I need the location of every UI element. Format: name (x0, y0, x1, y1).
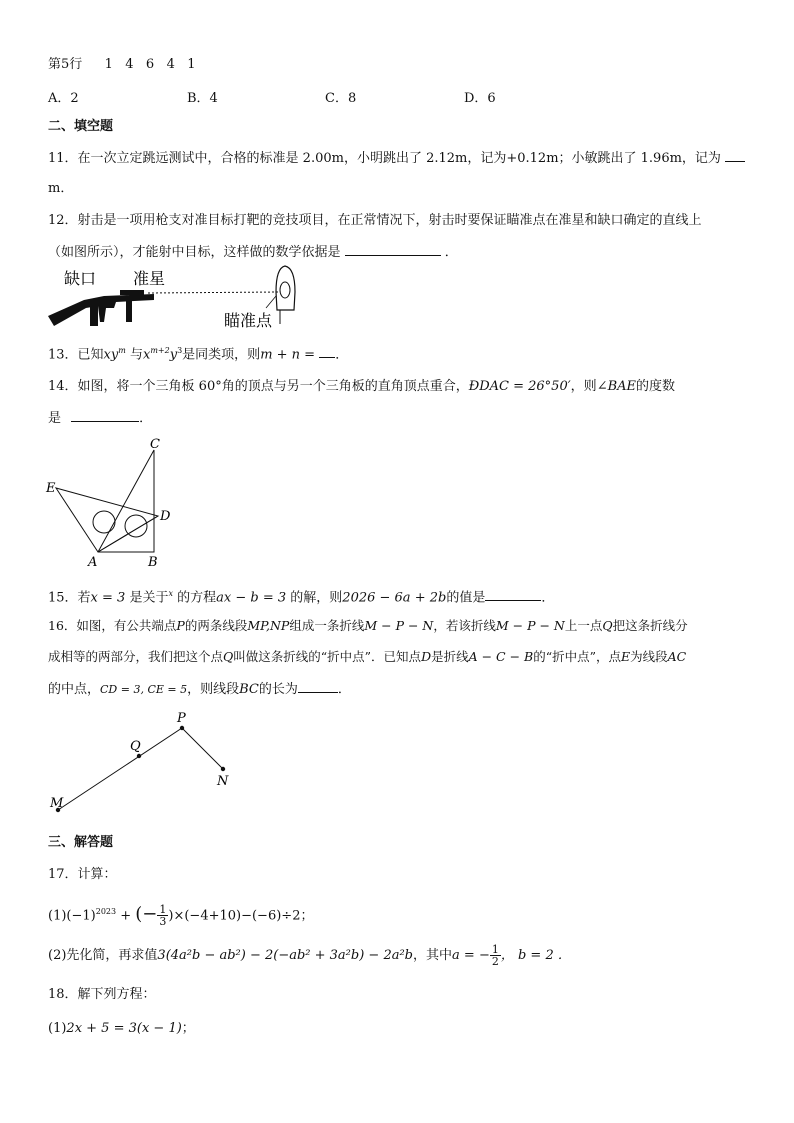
q15-pre: 15．若 (48, 590, 91, 606)
q15-expr: 2026 − 6a + 2b (342, 590, 447, 606)
q16-l3c: 的长为 (258, 682, 298, 697)
triangle-abc (98, 450, 154, 552)
q14-text: 14．如图，将一个三角板 60°角的顶点与另一个三角板的直角顶点重合， (48, 379, 469, 394)
option-d: D．6 (464, 91, 496, 106)
q17-p2-pre: (2)先化简，再求值 (48, 948, 158, 963)
triangle-figure (40, 436, 190, 574)
q13-term1-exp: m (118, 346, 126, 355)
q16-ac: AC (667, 649, 687, 664)
polyline-figure (40, 706, 250, 818)
q17-p2-fraction (490, 944, 501, 967)
q17-p1-base: (−1) (66, 908, 96, 924)
q15-blank (485, 588, 541, 601)
q12-line1: 12．射击是一项用枪支对准目标打靶的竞技项目，在正常情况下，射击时要保证瞄准点在准星和缺口确定的直线上 (48, 213, 702, 228)
q17-p1-rest: )×(−4+10)−(−6)÷2； (168, 908, 314, 924)
ruler-hole-1 (93, 511, 115, 533)
q16-q2: Q (223, 649, 234, 664)
q15-var: x (168, 589, 173, 598)
q16-q: Q (602, 618, 613, 633)
q17-title: 17．计算： (48, 867, 117, 882)
row5-numbers: 1 4 6 4 1 (104, 57, 196, 72)
q13-term2b: y (169, 347, 178, 363)
q16-blank (298, 680, 338, 693)
aim-point-label: 瞄准点 (224, 311, 273, 330)
label-p: P (177, 711, 186, 726)
q15-mid2: 的方程 (177, 590, 217, 606)
q15-line (48, 585, 554, 607)
q16-l3a: 的中点， (48, 682, 101, 697)
q16-l2c: 是折线 (431, 649, 469, 664)
section-3-heading: 三、解答题 (48, 835, 114, 850)
label-m: M (50, 796, 64, 811)
point-q (137, 754, 141, 758)
q17-p2-b: ， b = 2 ． (500, 948, 571, 963)
q11-blank (725, 149, 745, 162)
rifle-grip (90, 302, 98, 326)
q16-l1c: 组成一条折线 (289, 618, 365, 633)
q16-l1f: 把这条折线分 (612, 618, 688, 633)
option-a: A．2 (48, 91, 79, 106)
q14-line2-text: 是 (48, 411, 62, 426)
q13-term2-exp: m+2 (150, 346, 170, 355)
point-n (221, 767, 225, 771)
q11-line1 (48, 149, 745, 168)
section-2-heading: 二、填空题 (48, 119, 114, 134)
q16-l3b: ，则线段 (187, 682, 240, 697)
rifle-icon (48, 294, 154, 326)
q11-text: 11．在一次立定跳远测试中，合格的标准是 2.00m，小明跳出了 2.12m，记为+0.12m；小敏跳出了 1.96m，记为 (48, 151, 721, 166)
q16-p: P (176, 618, 185, 633)
q15-mid1: 是关于 (129, 590, 169, 606)
notch-label: 缺口 (64, 269, 97, 288)
q16-poly2: M − P − N (495, 618, 565, 633)
q14-line2 (48, 409, 152, 428)
label-q: Q (130, 739, 141, 754)
q16-line2 (48, 648, 686, 666)
q16-l1d: ，若该折线 (433, 618, 496, 633)
q13-mid: 与 (129, 347, 143, 363)
q17-p2-a: a = − (452, 948, 490, 963)
q17-p1-num: 1 (159, 903, 167, 917)
q13-pre: 13．已知 (48, 347, 104, 363)
q17-p1-lparen: (− (135, 903, 158, 925)
option-b: B．4 (187, 91, 218, 106)
q16-l1b: 的两条线段 (184, 618, 248, 633)
q16-given: CD = 3, CE = 5 (100, 683, 188, 696)
q13-term2: x (142, 347, 151, 363)
q15-cond: x = 3 (90, 590, 126, 606)
q16-line1 (48, 617, 688, 635)
q13-line (48, 342, 348, 364)
triangle-aed (56, 488, 158, 552)
q14-end: ． (139, 411, 153, 426)
q17-p2-aden: 2 (491, 955, 499, 968)
q15-end: ． (541, 590, 555, 606)
q17-p2-mid: ，其中 (413, 948, 453, 963)
rifle-scope (120, 290, 144, 295)
ruler-hole-2 (125, 515, 147, 537)
rifle-figure (44, 262, 314, 334)
q16-poly: M − P − N (364, 618, 434, 633)
q17-p1-exp: 2023 (95, 907, 117, 916)
q16-poly3: A − C − B (468, 649, 534, 664)
q17-p1-den: 3 (159, 915, 167, 929)
q13-term1: xy (103, 347, 119, 363)
q17-p2-expr: 3(4a²b − ab²) − 2(−ab² + 3a²b) − 2a²b (157, 948, 414, 963)
row5-label: 第5行 (48, 57, 83, 72)
q15-eq: ax − b = 3 (216, 590, 287, 606)
q18-title: 18．解下列方程： (48, 987, 156, 1002)
rifle-magazine (126, 300, 132, 322)
q16-d: D (421, 649, 432, 664)
q14-post: 的度数 (636, 379, 676, 394)
q17-p2-anum: 1 (491, 943, 499, 956)
point-p (180, 726, 184, 730)
q16-l1a: 16．如图，有公共端点 (48, 618, 177, 633)
q12-blank (345, 243, 441, 256)
q16-e: E (621, 649, 631, 664)
q16-end: ． (337, 682, 351, 697)
q11-line2: m． (48, 181, 74, 196)
q18-p1-label: (1) (48, 1021, 67, 1036)
q14-mid: ，则 (570, 379, 597, 394)
line-of-sight (148, 292, 280, 293)
q13-end: ． (335, 347, 349, 363)
q18-p1-end: ； (181, 1021, 195, 1036)
label-b: B (148, 555, 158, 570)
option-c: C．8 (325, 91, 357, 106)
q12-line2 (48, 243, 458, 262)
q16-seg: MP,NP (247, 618, 290, 633)
q15-mid3: 的解，则 (290, 590, 343, 606)
q12-end: ． (444, 245, 458, 260)
q13-post: 是同类项，则 (182, 347, 261, 363)
label-n: N (217, 774, 229, 789)
q16-l2e: 为线段 (630, 649, 668, 664)
q15-post: 的值是 (446, 590, 486, 606)
label-c: C (150, 437, 160, 452)
q18-part1 (48, 1020, 195, 1038)
target-ring (280, 282, 290, 298)
aim-pointer (266, 296, 276, 308)
q16-l2b: 叫做这条折线的“折中点”．已知点 (233, 649, 422, 664)
q14-line1 (48, 378, 675, 396)
q12-text: （如图所示），才能射中目标，这样做的数学依据是 (48, 245, 341, 260)
q16-line3 (48, 680, 351, 699)
q17-p1-plus: + (120, 908, 132, 924)
q13-expr: m + n = (260, 347, 316, 363)
q17-p1-fraction (157, 904, 168, 927)
q13-blank (319, 345, 335, 358)
q14-target: ∠BAE (596, 379, 637, 394)
target-icon (276, 266, 295, 310)
q14-angle: ÐDAC = 26°50′ (468, 379, 571, 394)
q16-bc: BC (239, 682, 259, 697)
q18-p1-eq: 2x + 5 = 3(x − 1) (66, 1021, 182, 1036)
q17-part2 (48, 944, 571, 968)
label-a: A (88, 555, 98, 570)
q14-blank (71, 409, 139, 422)
sight-label: 准星 (133, 269, 166, 288)
q16-l2d: 的“折中点”，点 (533, 649, 622, 664)
row5-line (48, 56, 196, 74)
q16-l2a: 成相等的两部分，我们把这个点 (48, 649, 224, 664)
q17-p1-label: (1) (48, 908, 67, 924)
q17-part1 (48, 900, 313, 928)
q16-l1e: 上一点 (564, 618, 603, 633)
label-e: E (46, 481, 56, 496)
label-d: D (160, 509, 171, 524)
q13-term2b-exp: 3 (177, 346, 183, 355)
